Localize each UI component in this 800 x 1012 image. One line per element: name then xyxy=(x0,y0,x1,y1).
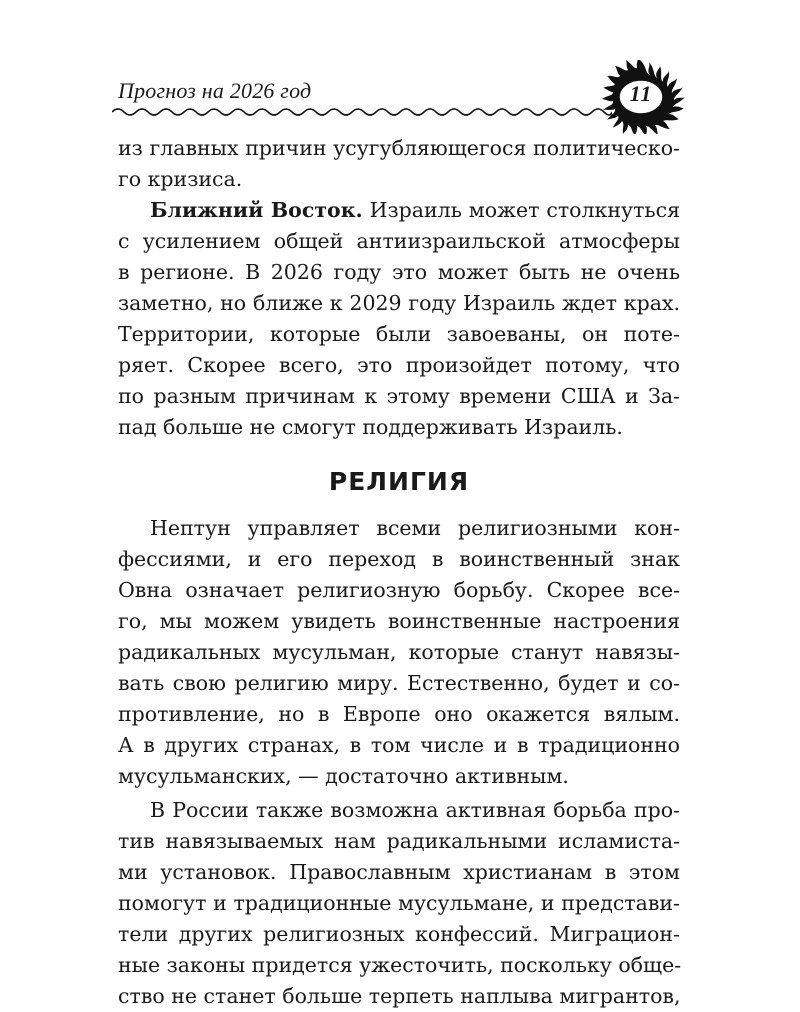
paragraph-4 xyxy=(118,795,680,1012)
body-text xyxy=(118,133,680,1012)
text-line: А в других странах, в том числе и в традиционно xyxy=(118,733,680,757)
text-line: вать свою религию миру. Естественно, будет и со- xyxy=(118,671,680,695)
paragraph-2 xyxy=(118,195,680,443)
text-line: го, мы можем увидеть воинственные настроения xyxy=(118,609,680,633)
text-line: Овна означает религиозную борьбу. Скорее все- xyxy=(118,578,680,602)
text-line: в регионе. В 2026 году это может быть не очень xyxy=(118,260,680,284)
text-line: ряет. Скорее всего, это произойдет потому, что xyxy=(118,353,680,377)
page-header xyxy=(0,0,800,140)
paragraph-1 xyxy=(118,133,680,195)
text-line: тив навязываемых нам радикальными исламиста- xyxy=(118,829,680,853)
text-line: тели других религиозных конфессий. Миграцион- xyxy=(118,922,680,946)
text-line: с усилением общей антиизраильской атмосферы xyxy=(118,229,680,253)
paragraph-3 xyxy=(118,513,680,792)
text-line: по разным причинам к этому времени США и За- xyxy=(118,384,680,408)
text-line: ми установок. Православным христианам в этом xyxy=(118,860,680,884)
text-line: из главных причин усугубляющегося политическо- xyxy=(118,136,680,160)
text-line xyxy=(118,195,680,226)
text-line: ные законы придется ужесточить, поскольку обще- xyxy=(118,953,682,977)
text-line: Территории, которые были завоеваны, он поте- xyxy=(118,322,680,346)
text-line: Нептун управляет всеми религиозными кон- xyxy=(150,516,680,540)
header-wave-rule xyxy=(112,104,612,120)
lead-in-bold: Ближний Восток. xyxy=(150,198,363,222)
text-line: пад больше не смогут поддерживать Израиль. xyxy=(118,415,623,439)
text-line: го кризиса. xyxy=(118,167,243,191)
section-heading: РЕЛИГИЯ xyxy=(328,467,470,496)
lead-line-rest: Израиль может столкнуться xyxy=(369,198,680,222)
text-line: радикальных мусульман, которые станут навязы- xyxy=(118,640,680,664)
text-line: В России также возможна активная борьба про- xyxy=(150,798,680,822)
text-line: мусульманских, — достаточно активным. xyxy=(118,764,569,788)
text-line: помогут и традиционные мусульмане, и представи- xyxy=(118,891,680,915)
text-line: противление, но в Европе оно окажется вялым. xyxy=(118,702,680,726)
text-line: заметно, но ближе к 2029 году Израиль ждет крах. xyxy=(118,291,680,315)
text-line: ство не станет больше терпеть наплыва мигрантов, xyxy=(118,984,681,1008)
text-line: фессиями, и его переход в воинственный знак xyxy=(118,547,680,571)
page-number: 11 xyxy=(629,81,653,106)
running-title: Прогноз на 2026 год xyxy=(118,78,312,103)
